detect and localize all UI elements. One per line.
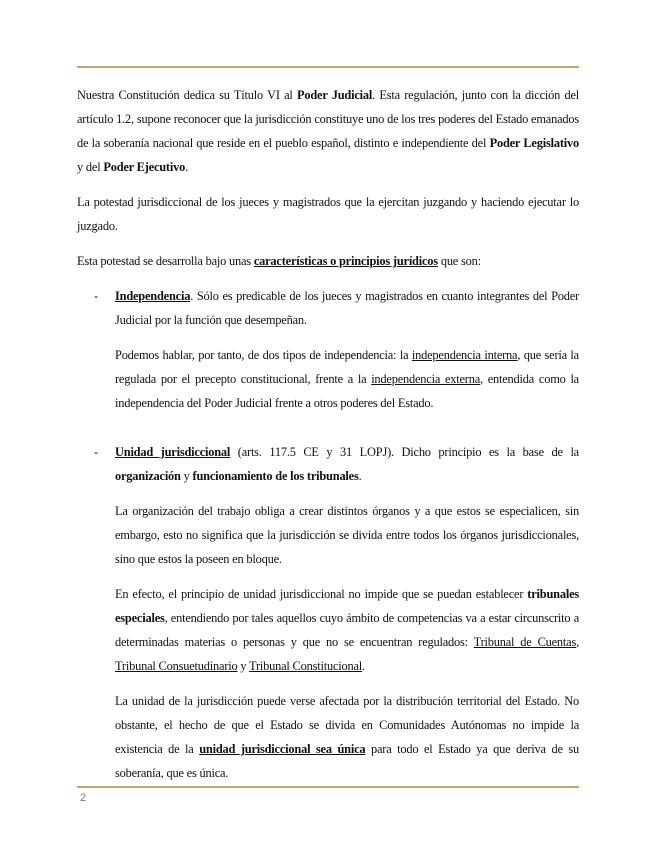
term-tribunal-cuentas: Tribunal de Cuentas (473, 635, 577, 649)
list-dash: - (94, 445, 98, 459)
paragraph-intro: Nuestra Constitución dedica su Título VI al Poder Judicial. Esta regulación, junto con la dicción del artículo 1.2, supone reconocer que la jurisdicción constituye uno de los tres poderes del Estado emanados de la soberanía nacional que reside en el pueblo español, distinto e independiente del Poder Legislativo y del Poder Ejecutivo. (77, 88, 579, 174)
header-rule (77, 66, 579, 68)
paragraph-potestad: La potestad jurisdiccional de los jueces y magistrados que la ejercitan juzgando y haciendo ejecutar lo juzgado. (77, 195, 579, 233)
term-poder-ejecutivo: Poder Ejecutivo (103, 160, 186, 174)
term-funcionamiento: funcionamiento de los tribunales (192, 469, 359, 483)
paragraph-principios: Esta potestad se desarrolla bajo unas características o principios jurídicos que son: (77, 254, 481, 268)
term-principios-juridicos: características o principios jurídicos (253, 254, 438, 268)
item-unidad-territorial: La unidad de la jurisdicción puede verse afectada por la distribución territorial del Estado. No obstante, el hecho de que el Estado se divida en Comunidades Autónomas no impide la existencia de la unidad jurisdiccional sea única para todo el Estado ya que deriva de su soberanía, que es única. (115, 694, 579, 780)
item-independencia-tipos: Podemos hablar, por tanto, de dos tipos de independencia: la independencia interna, que sería la regulada por el precepto constitucional, frente a la independencia externa, entendida como la independencia del Poder Judicial frente a otros poderes del Estado. (115, 348, 579, 410)
term-independencia: Independencia (115, 289, 191, 303)
term-unidad-jurisdiccional: Unidad jurisdiccional (115, 445, 231, 459)
document-body (77, 83, 579, 796)
term-independencia-externa: independencia externa (371, 372, 481, 386)
footer-rule (77, 786, 579, 788)
term-poder-legislativo: Poder Legislativo (489, 136, 579, 150)
item-unidad-lead: Unidad jurisdiccional (arts. 117.5 CE y 31 LOPJ). Dicho principio es la base de la organización y funcionamiento de los tribunales. (115, 445, 579, 483)
term-tribunal-consuetudinario: Tribunal Consuetudinario (115, 659, 238, 673)
term-unidad-unica: unidad jurisdiccional sea única (199, 742, 366, 756)
term-tribunales-especiales: tribunales especiales (115, 587, 579, 625)
item-unidad-organizacion: La organización del trabajo obliga a crear distintos órganos y a que estos se especialicen, sin embargo, esto no significa que la jurisdicción se divida entre todos los órganos jurisdiccionales, sino que estos la poseen en bloque. (115, 504, 579, 566)
list-item-independencia (77, 284, 579, 415)
item-independencia-lead: Independencia. Sólo es predicable de los jueces y magistrados en cuanto integrantes del Poder Judicial por la función que desempeñan. (115, 289, 579, 327)
term-tribunal-constitucional: Tribunal Constitucional (249, 659, 363, 673)
term-independencia-interna: independencia interna (411, 348, 518, 362)
item-unidad-tribunales: En efecto, el principio de unidad jurisdiccional no impide que se puedan establecer tribunales especiales, entendiendo por tales aquellos cuyo ámbito de competencias va a estar circunscrito a determinadas materias o personas y que no se encuentran regulados: Tribunal de Cuentas, Tribunal Consuetudinario y Tribunal Constitucional. (115, 587, 579, 673)
list-item-unidad-jurisdiccional (77, 440, 579, 785)
term-poder-judicial: Poder Judicial (296, 88, 373, 102)
list-dash: - (94, 289, 98, 303)
term-organizacion: organización (115, 469, 181, 483)
page-number: 2 (80, 792, 87, 804)
